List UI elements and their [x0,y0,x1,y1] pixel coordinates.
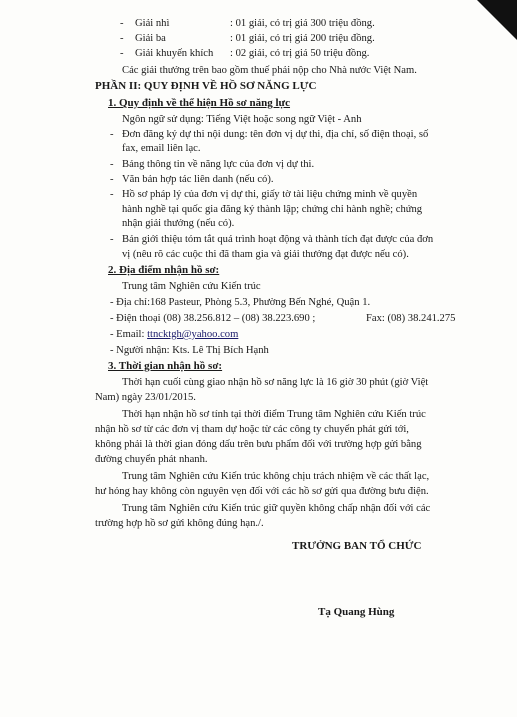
email-line [110,328,238,341]
paragraph-line: Thời hạn nhận hồ sơ tính tại thời điểm Trung tâm Nghiên cứu Kiến trúc [122,409,426,420]
list-item: fax, email liên lạc. [122,143,201,154]
email-link[interactable]: ttncktgh@yahoo.com [147,329,239,340]
list-item: Văn bản hợp tác liên danh (nếu có). [122,174,274,185]
list-item: vị (nêu rõ các cuộc thi đã tham gia và giải thưởng đạt được nếu có). [122,249,409,260]
prize-value: : 02 giải, có trị giá 50 triệu đồng. [230,48,370,59]
paragraph-line: hư hỏng hay không còn nguyên vẹn đối với các hồ sơ gửi qua đường bưu điện. [95,486,429,497]
bullet: - [110,129,114,140]
language-line: Ngôn ngữ sử dụng: Tiếng Việt hoặc song ngữ Việt - Anh [122,114,362,125]
prize-value: : 01 giải, có trị giá 300 triệu đồng. [230,18,375,29]
prize-label: Giải ba [135,33,166,44]
paragraph-line: đường chuyển phát nhanh. [95,454,208,465]
prize-note: Các giải thưởng trên bao gồm thuế phải nộp cho Nhà nước Việt Nam. [122,65,417,76]
signature-title: TRƯỞNG BAN TỔ CHỨC [292,540,422,552]
bullet: - [110,159,114,170]
list-item: Bảng thông tin về năng lực của đơn vị dự thi. [122,159,315,170]
address-line: - Địa chỉ:168 Pasteur, Phòng 5.3, Phường Bến Nghé, Quận 1. [110,297,371,308]
page-corner-shadow [477,0,517,40]
bullet: - [110,174,114,185]
list-item: Đơn đăng ký dự thi nội dung: tên đơn vị dự thi, địa chỉ, số điện thoại, số [122,129,429,140]
paragraph-line: Nam) ngày 23/01/2015. [95,392,196,403]
section-title: 3. Thời gian nhận hồ sơ: [108,360,223,372]
paragraph-line: Trung tâm Nghiên cứu Kiến trúc không chịu trách nhiệm về các thất lạc, [122,471,430,482]
fax-line: Fax: (08) 38.241.275 [366,313,456,324]
bullet: - [110,234,114,245]
receiver-line: - Người nhận: Kts. Lê Thị Bích Hạnh [110,345,269,356]
org-name: Trung tâm Nghiên cứu Kiến trúc [122,281,261,292]
list-item: Bản giới thiệu tóm tắt quá trình hoạt động và thành tích đạt được của đơn [122,234,434,245]
signer-name: Tạ Quang Hùng [318,606,395,618]
list-item: nhận giải thưởng (nếu có). [122,218,235,229]
list-item: hành nghề tại quốc gia đăng ký thành lập; chứng chỉ hành nghề; chứng [122,204,423,215]
phone-line: - Điện thoại (08) 38.256.812 – (08) 38.223.690 ; [110,313,316,324]
paragraph-line: trường hợp hồ sơ gửi không đúng hạn./. [95,518,264,529]
bullet: - [120,48,124,59]
list-item: Hồ sơ pháp lý của đơn vị dự thi, giấy tờ tài liệu chứng minh về quyền [122,189,418,200]
prize-label: Giải khuyến khích [135,48,214,59]
prize-value: : 01 giải, có trị giá 200 triệu đồng. [230,33,375,44]
email-label: - Email: [110,329,148,340]
prize-label: Giải nhì [135,18,170,29]
bullet: - [120,18,124,29]
paragraph-line: nhận hồ sơ từ các đơn vị tham dự hoặc từ các công ty chuyển phát gửi tới, [95,424,409,435]
section-title: 1. Quy định về thể hiện Hồ sơ năng lực [108,97,291,109]
section-title: 2. Địa điểm nhận hồ sơ: [108,264,220,276]
part-title: PHẦN II: QUY ĐỊNH VỀ HỒ SƠ NĂNG LỰC [95,80,317,92]
bullet: - [120,33,124,44]
paragraph-line: Trung tâm Nghiên cứu Kiến trúc giữ quyền không chấp nhận đối với các [122,503,431,514]
paragraph-line: không phải là thời gian đóng dấu trên bưu phẩm đối với trường hợp gửi bằng [95,439,422,450]
bullet: - [110,189,114,200]
paragraph-line: Thời hạn cuối cùng giao nhận hồ sơ năng lực là 16 giờ 30 phút (giờ Việt [122,377,429,388]
